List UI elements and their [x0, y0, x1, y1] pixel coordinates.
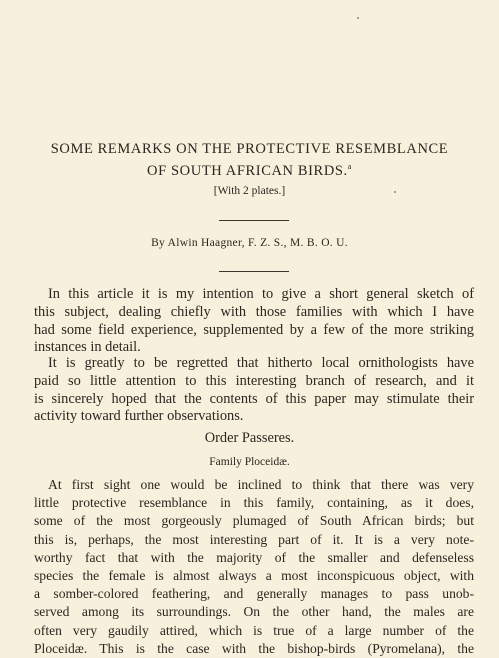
intro-paragraph-2	[34, 355, 474, 426]
text-line: paid so little attention to this interesting branch of research, and it	[34, 372, 474, 389]
text-line: had some field experience, supplemented by a few of the more striking	[34, 321, 474, 338]
text-line: often very gaudily attired, which is true of a large number of the	[34, 622, 474, 638]
divider-rule	[219, 271, 289, 272]
text-line: little protective resemblance in this family, containing, as it does,	[34, 495, 474, 511]
text-line: this subject, dealing chiefly with those families with which I have	[34, 303, 474, 320]
family-heading: Family Ploceidæ.	[209, 456, 290, 468]
order-heading: Order Passeres.	[204, 430, 295, 446]
text-line: is sincerely hoped that the contents of this paper may stimulate their	[34, 390, 474, 407]
text-line: Ploceidæ. This is the case with the bishop-birds (Pyromelana), the	[34, 640, 474, 656]
intro-paragraph-1	[34, 286, 474, 357]
article-title-line-2	[0, 158, 499, 180]
text-line: At first sight one would be inclined to think that there was very	[48, 477, 474, 492]
plates-note: [With 2 plates.]	[213, 185, 286, 197]
text-line: It is greatly to be regretted that hitherto local ornithologists have	[48, 355, 474, 371]
text-line: In this article it is my intention to give a short general sketch of	[48, 286, 474, 302]
text-line: a somber-colored feathering, and generally manages to pass unob-	[34, 586, 474, 602]
article-title-text: OF SOUTH AFRICAN BIRDS.	[147, 162, 348, 179]
ploceidae-paragraph	[34, 476, 474, 658]
text-line: worthy fact that with the majority of the smaller and defenseless	[34, 549, 474, 565]
divider-rule	[219, 220, 289, 221]
text-line: species the female is almost always a most inconspicuous object, with	[34, 568, 474, 584]
text-line: this is, perhaps, the most interesting part of it. It is a very note-	[34, 531, 474, 547]
text-line: served among its surroundings. On the other hand, the males are	[34, 604, 474, 620]
paper-speck	[357, 17, 359, 19]
byline: By Alwin Haagner, F. Z. S., M. B. O. U.	[151, 237, 348, 249]
article-title-line-1: SOME REMARKS ON THE PROTECTIVE RESEMBLANCE	[50, 141, 449, 157]
title-footnote-marker: a	[347, 162, 352, 171]
text-line: some of the most gorgeously plumaged of South African birds; but	[34, 513, 474, 529]
text-line: activity toward further observations.	[34, 408, 244, 425]
text-line: instances in detail.	[34, 339, 141, 356]
